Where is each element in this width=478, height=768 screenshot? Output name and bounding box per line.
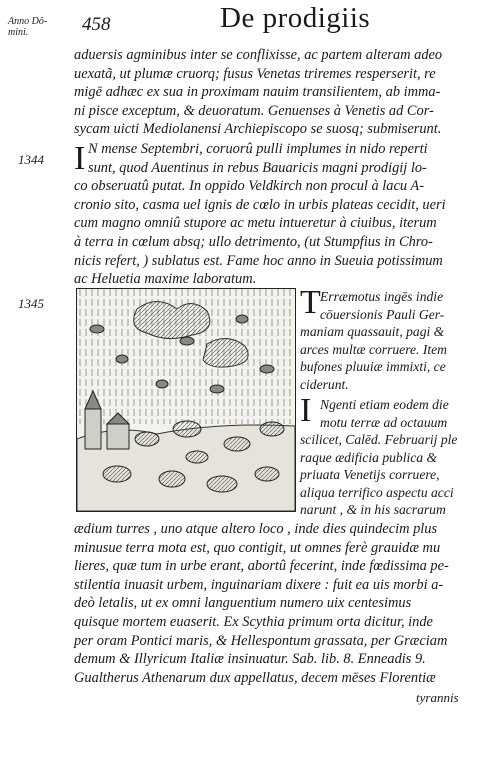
text-line: aduersis agminibus inter se conflixisse, ac partem alteram adeo: [74, 47, 443, 63]
text-line: cum magno omniû stupore ac metu intueretur à ciuibus, iterum: [74, 215, 437, 232]
drop-cap: I: [300, 392, 312, 429]
drop-cap: I: [74, 140, 86, 177]
text-line: demum & Illyricum Italiæ insinuatur. Sab. lib. 8. Enneadis 9.: [74, 651, 426, 668]
text-line: ac Heluetia maxime laboratum.: [74, 271, 257, 288]
text-line: Erræmotus ingēs indie: [320, 289, 444, 304]
text-line: bufones pluuiæ immixti, ce: [300, 359, 446, 374]
side-paragraph-1: [300, 284, 478, 393]
entry-1344-paragraph: [74, 140, 474, 289]
year-marker-1344: 1344: [18, 152, 44, 167]
text-line: quisque mortem euaserit. Ex Scythia primum orta dicitur, inde: [74, 613, 433, 630]
text-line: scilicet, Calēd. Februarij ple: [300, 432, 458, 447]
text-line: raque ædificia publica &: [300, 449, 438, 465]
text-line: ni pisce exceptum, & deuoratum. Genuenses à Venetis ad Cor-: [74, 102, 434, 119]
page-number: 458: [82, 14, 111, 35]
top-paragraph: [74, 46, 474, 139]
text-line: ciderunt.: [300, 376, 349, 392]
margin-note: [8, 16, 47, 38]
margin-note-line: Anno Dô-: [8, 16, 48, 27]
margin-note-line: mini.: [8, 27, 29, 38]
text-line: cronio sito, casma uel ignis de cœlo in urbis plateas cecidit, ueri: [74, 196, 446, 213]
text-line: sycam uicti Mediolanensi Archiepiscopo se suosq; submiserunt.: [74, 121, 442, 138]
text-line: migē adhæc ex sua in proximam nauim transilientem, ab imma-: [74, 84, 441, 101]
entry-1345-continuation: [74, 520, 474, 687]
running-title: De prodigiis: [220, 2, 371, 34]
text-line: narunt , & in his sacrarum: [300, 502, 446, 517]
year-marker-1345: 1345: [18, 296, 44, 311]
text-line: cōuersionis Pauli Ger-: [320, 306, 445, 322]
text-line: à terra in cœlum absq; ullo detrimento, (ut Stumpfius in Chro-: [74, 233, 433, 250]
text-line: co obseruatû putat. In oppido Veldkirch non procul à lacu A-: [74, 178, 424, 195]
text-line: Ngenti etiam eodem die: [320, 397, 449, 412]
text-line: N mense Septembri, coruorû pulli implumes in nido reperti: [88, 141, 428, 157]
catchword: tyrannis: [416, 690, 459, 705]
text-line: maniam quassauit, pagi &: [300, 324, 445, 339]
text-line: per oram Pontici maris, & Hellespontum grassata, per Græciam: [74, 632, 448, 649]
woodcut-illustration: [76, 288, 296, 512]
text-line: nicis refert, ) sublatus est. Fame hoc anno in Sueuia potissimum: [74, 252, 443, 269]
text-line: motu terræ ad octauum: [320, 414, 448, 430]
text-line: sunt, quod Auentinus in rebus Bauaricis magni prodigij lo-: [88, 159, 427, 176]
text-line: lieres, quæ tum in urbe erant, abortû fecerint, inde fœdissima pe-: [74, 558, 449, 575]
drop-cap: T: [300, 284, 321, 321]
text-line: priuata Venetijs corruere,: [300, 467, 440, 482]
text-line: ædium turres , uno atque altero loco , inde dies quindecim plus: [74, 521, 438, 537]
text-line: deò letalis, ut ex omni languentium numero uix centesimus: [74, 595, 412, 612]
side-paragraph-2: [300, 392, 478, 519]
text-line: arces multæ corruere. Item: [300, 341, 447, 357]
text-line: minusue terra mota est, quo contigit, ut omnes ferè grauidæ mu: [74, 539, 441, 556]
text-line: stilentia inuasit urbem, inguinariam dixere : fuit ea uis morbi a-: [74, 576, 444, 593]
text-line: aliqua terrifico aspectu acci: [300, 484, 454, 500]
text-line: uexatã, ut plumæ cruorq; fusus Venetas triremes resperserit, re: [74, 65, 436, 82]
text-line: Gualtherus Athenarum dux appellatus, decem mēses Florentiæ: [74, 669, 436, 686]
